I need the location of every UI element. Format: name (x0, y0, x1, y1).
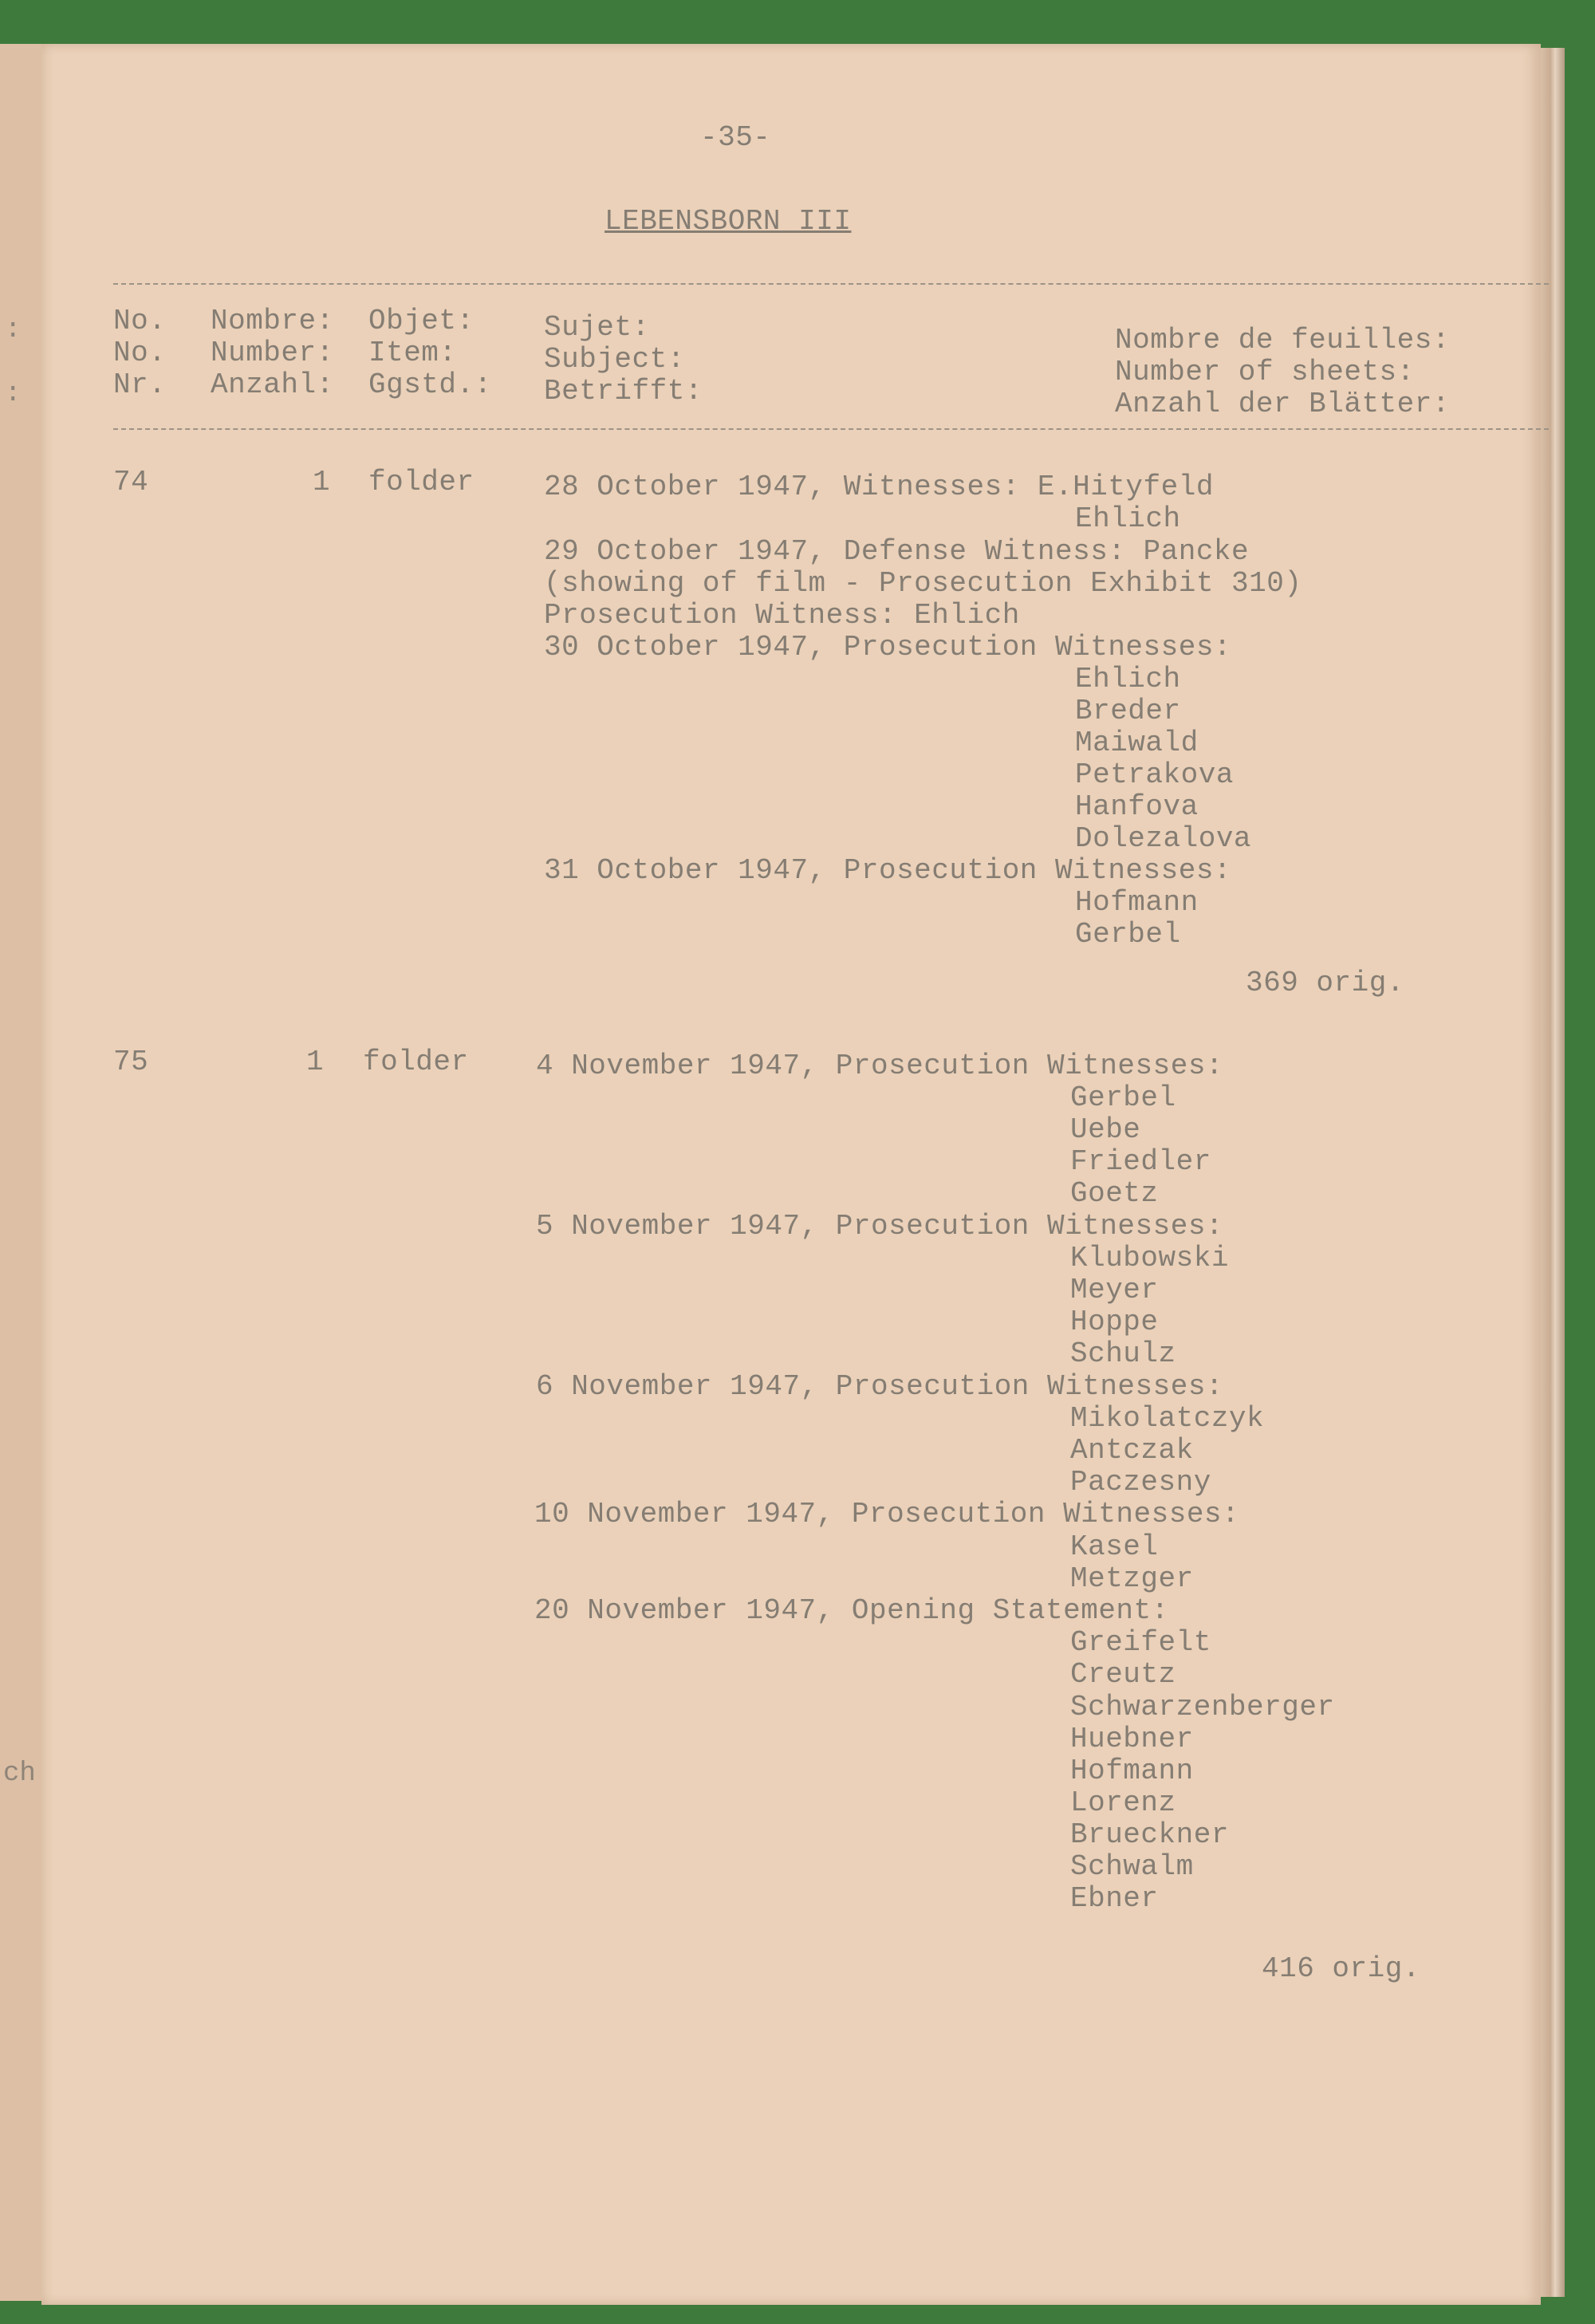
subject-line: Petrakova (1075, 758, 1234, 791)
subject-line: Huebner (1070, 1723, 1194, 1755)
subject-line: Schulz (1070, 1337, 1176, 1370)
entry-item: folder (363, 1046, 469, 1078)
subject-line: Goetz (1070, 1177, 1159, 1210)
header-label: Nombre de feuilles: (1115, 324, 1450, 356)
header-label: Anzahl: (211, 368, 334, 401)
subject-line: 6 November 1947, Prosecution Witnesses: (536, 1370, 1224, 1403)
header-label: Subject: (544, 343, 685, 376)
subject-line: Ebner (1070, 1882, 1159, 1915)
subject-line: Paczesny (1070, 1466, 1211, 1499)
subject-line: Ehlich (1075, 663, 1181, 695)
header-label: Number: (211, 337, 334, 369)
subject-line: 31 October 1947, Prosecution Witnesses: (544, 854, 1232, 887)
page-title: LEBENSBORN III (605, 205, 852, 238)
subject-line: 4 November 1947, Prosecution Witnesses: (536, 1050, 1224, 1082)
document-page (41, 44, 1541, 2305)
subject-line: Klubowski (1070, 1242, 1229, 1274)
header-label: No. (113, 337, 167, 369)
subject-line: Dolezalova (1075, 822, 1252, 855)
subject-line: (showing of film - Prosecution Exhibit 310) (544, 567, 1302, 600)
left-page-fragment: ch (3, 1759, 36, 1789)
subject-line: 28 October 1947, Witnesses: E.Hityfeld (544, 471, 1214, 503)
header-label: No. (113, 305, 167, 337)
header-top-rule (113, 283, 1549, 285)
subject-line: 20 November 1947, Opening Statement: (534, 1594, 1169, 1627)
subject-line: Meyer (1070, 1274, 1159, 1306)
page-edge (1541, 48, 1565, 2297)
header-label: Nombre: (211, 305, 334, 337)
subject-line: Mikolatczyk (1070, 1402, 1265, 1435)
subject-line: 29 October 1947, Defense Witness: Pancke (544, 535, 1250, 568)
entry-quantity: 1 (313, 466, 331, 498)
subject-line: Hofmann (1070, 1755, 1194, 1787)
subject-line: Schwalm (1070, 1850, 1194, 1883)
left-page-fragment: : (5, 315, 22, 345)
header-label: Sujet: (544, 311, 650, 344)
subject-line: Kasel (1070, 1530, 1159, 1563)
subject-line: Hanfova (1075, 790, 1199, 823)
subject-line: Gerbel (1075, 918, 1181, 951)
header-label: Number of sheets: (1115, 356, 1415, 388)
sheet-count: 416 orig. (1262, 1952, 1420, 1985)
subject-line: Gerbel (1070, 1081, 1176, 1114)
entry-number: 75 (113, 1046, 149, 1078)
subject-line: Friedler (1070, 1145, 1211, 1178)
header-label: Anzahl der Blätter: (1115, 388, 1450, 420)
header-label: Item: (368, 337, 457, 369)
page-number: -35- (700, 121, 771, 154)
subject-line: Metzger (1070, 1562, 1194, 1595)
subject-line: Hofmann (1075, 886, 1199, 919)
subject-line: Hoppe (1070, 1306, 1159, 1338)
left-facing-page-edge (0, 44, 43, 2301)
subject-line: Creutz (1070, 1658, 1176, 1691)
header-bottom-rule (113, 428, 1549, 430)
subject-line: Uebe (1070, 1113, 1141, 1146)
header-label: Ggstd.: (368, 368, 492, 401)
subject-line: 30 October 1947, Prosecution Witnesses: (544, 631, 1232, 664)
header-label: Objet: (368, 305, 475, 337)
entry-number: 74 (113, 466, 149, 498)
subject-line: Antczak (1070, 1434, 1194, 1467)
subject-line: Greifelt (1070, 1626, 1211, 1659)
entry-item: folder (368, 466, 475, 498)
left-page-fragment: : (5, 379, 22, 409)
entry-quantity: 1 (306, 1046, 325, 1078)
subject-line: Schwarzenberger (1070, 1691, 1335, 1723)
subject-line: 10 November 1947, Prosecution Witnesses: (534, 1498, 1240, 1530)
subject-line: Breder (1075, 695, 1181, 727)
subject-line: 5 November 1947, Prosecution Witnesses: (536, 1210, 1224, 1243)
header-label: Nr. (113, 368, 167, 401)
header-label: Betrifft: (544, 375, 703, 408)
subject-line: Prosecution Witness: Ehlich (544, 599, 1020, 632)
subject-line: Maiwald (1075, 727, 1199, 759)
subject-line: Lorenz (1070, 1786, 1176, 1819)
sheet-count: 369 orig. (1246, 967, 1404, 999)
subject-line: Brueckner (1070, 1818, 1229, 1851)
subject-line: Ehlich (1075, 502, 1181, 535)
